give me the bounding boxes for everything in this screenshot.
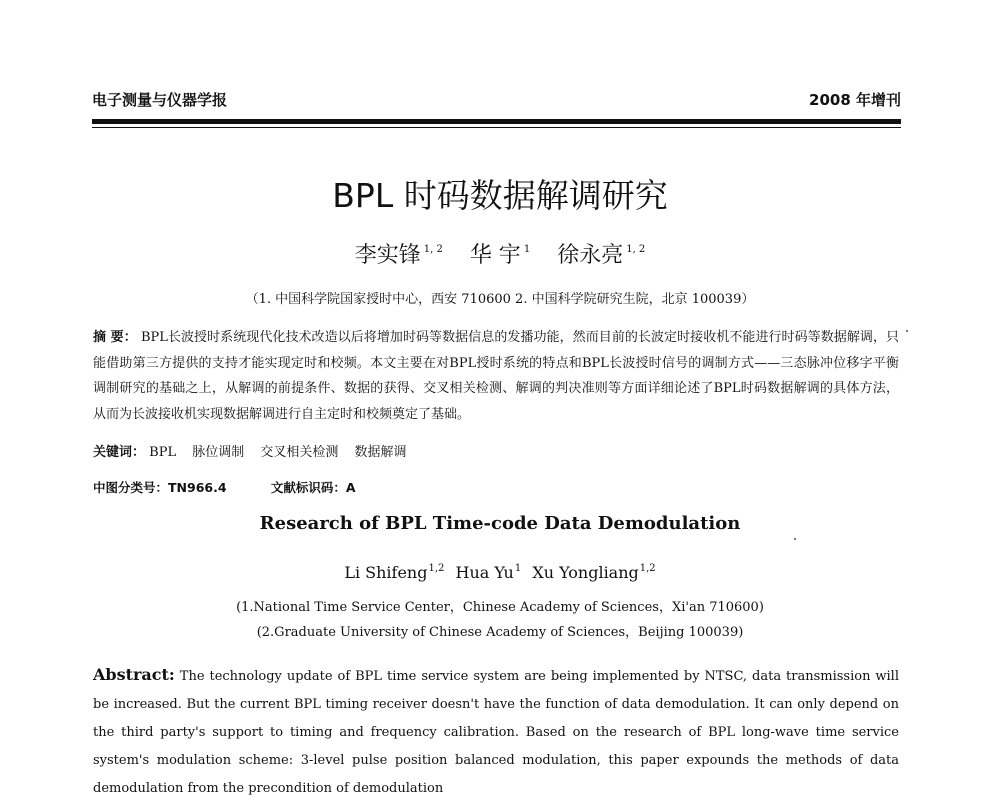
keyword: 脉位调制	[192, 445, 245, 460]
author-affiliation-mark: 1,2	[639, 563, 656, 574]
author-name: 徐永亮	[557, 243, 624, 268]
keywords	[93, 441, 419, 460]
author-affiliation-mark: 1	[514, 563, 522, 574]
keyword: 交叉相关检测	[260, 445, 339, 460]
paper-title-en: Research of BPL Time-code Data Demodulation	[259, 513, 741, 534]
author-affiliation-mark: 1,2	[428, 563, 445, 574]
author-name: 李实锋	[354, 243, 421, 268]
authors-en	[0, 563, 1000, 582]
header-rule-thin	[92, 127, 901, 128]
scan-speck	[794, 538, 796, 540]
keywords-label: 关键词：	[93, 445, 146, 460]
author-name: 华 宇	[469, 243, 521, 268]
affiliation-cn: （1. 中国科学院国家授时中心，西安 710600 2. 中国科学院研究生院，北京 100039）	[245, 292, 755, 307]
authors-cn	[0, 238, 1000, 269]
keyword: 数据解调	[354, 445, 407, 460]
author-cn-2	[470, 243, 530, 268]
doc-code-label: 文献标识码：	[270, 480, 346, 495]
journal-name: 电子测量与仪器学报	[92, 91, 228, 109]
abstract-en-text: The technology update of BPL time service system are being implemented by NTSC, data transmission will be increased. But the current BPL timing receiver doesn't have the function of data demodulation. It can only depend on the third party's support to timing and frequency calibration. Based on the research of BPL long-wave time service system's modulation scheme: 3-level pulse position balanced modulation, this paper expounds the methods of data demodulation from the precondition of demodulation	[93, 669, 899, 796]
author-affiliation-mark: 1, 2	[626, 244, 646, 255]
issue-label: 2008 年增刊	[809, 91, 901, 109]
affiliation-en-1: (1.National Time Service Center，Chinese Academy of Sciences，Xi'an 710600)	[236, 600, 764, 615]
header-rule-thick	[92, 119, 901, 124]
author-en-2	[455, 563, 521, 582]
abstract-en	[93, 661, 899, 803]
author-cn-1	[355, 243, 443, 268]
author-name: Li Shifeng	[344, 563, 428, 582]
affiliation-en-2: (2.Graduate University of Chinese Academy of Sciences，Beijing 100039)	[256, 625, 744, 640]
author-cn-3	[557, 243, 645, 268]
classification	[93, 478, 356, 496]
author-name: Hua Yu	[455, 563, 514, 582]
clc-label: 中图分类号：	[93, 480, 169, 495]
scan-speck	[906, 330, 908, 332]
abstract-cn	[93, 325, 899, 427]
abstract-en-label: Abstract:	[93, 665, 175, 684]
clc-value: TN966.4	[168, 480, 227, 495]
author-en-1	[344, 563, 444, 582]
author-en-3	[532, 563, 655, 582]
doc-code-value: A	[345, 480, 356, 495]
author-affiliation-mark: 1	[523, 244, 531, 255]
abstract-cn-text: BPL长波授时系统现代化技术改造以后将增加时码等数据信息的发播功能，然而目前的长波定时接收机不能进行时码等数据解调，只能借助第三方提供的支持才能实现定时和校频。本文主要在对BPL授时系统的特点和BPL长波授时信号的调制方式——三态脉冲位移字平衡调制研究的基础之上，从解调的前提条件、数据的获得、交叉相关检测、解调的判决准则等方面详细论述了BPL时码数据解调的具体方法，从而为长波接收机实现数据解调进行自主定时和校频奠定了基础。	[93, 330, 899, 422]
keyword: BPL	[149, 445, 177, 460]
author-affiliation-mark: 1, 2	[423, 244, 443, 255]
paper-title: BPL 时码数据解调研究	[332, 176, 668, 215]
author-name: Xu Yongliang	[532, 563, 639, 582]
abstract-cn-label: 摘 要：	[93, 330, 137, 345]
